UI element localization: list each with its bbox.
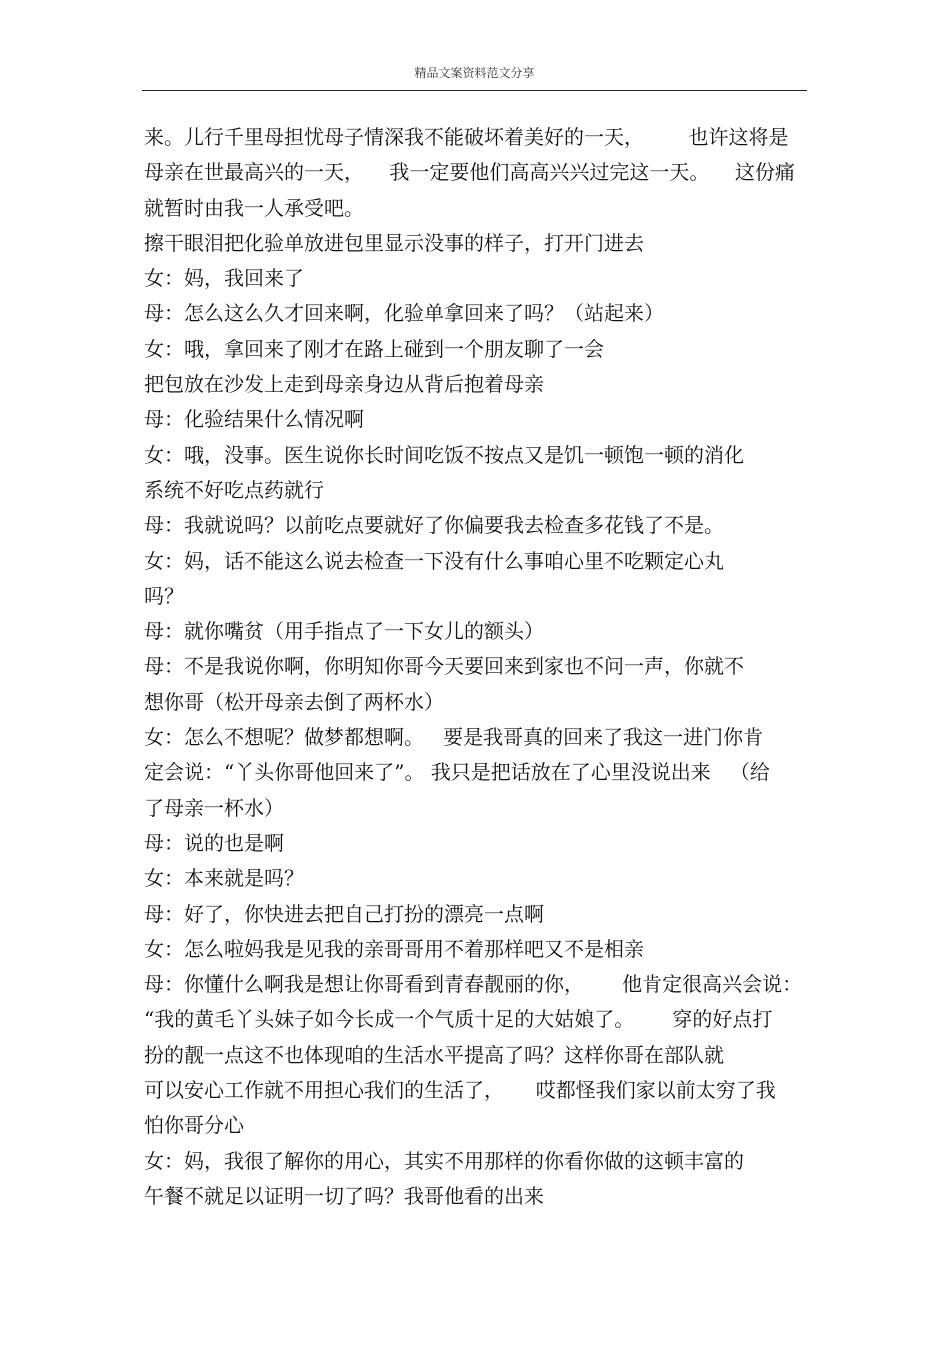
- text-line: 母：我就说吗？以前吃点要就好了你偏要我去检查多花钱了不是。: [144, 513, 724, 538]
- text-line: 定会说：“丫头你哥他回来了”。 我只是把话放在了心里没说出来 （给: [144, 760, 770, 785]
- text-line: 女：本来就是吗？: [144, 866, 304, 891]
- text-line: 母：说的也是啊: [144, 830, 284, 855]
- page-header: 精品文案资料范文分享: [414, 66, 535, 80]
- text-line: 母：好了，你快进去把自己打扮的漂亮一点啊: [144, 901, 544, 926]
- text-line: 可以安心工作就不用担心我们的生活了， 哎都怪我们家以前太穷了我: [144, 1078, 776, 1103]
- text-line: 扮的靓一点这不也体现咱的生活水平提高了吗？这样你哥在部队就: [144, 1042, 724, 1067]
- text-line: 女：哦，没事。医生说你长时间吃饭不按点又是饥一顿饱一顿的消化: [144, 442, 744, 467]
- text-line: 女：怎么不想呢？做梦都想啊。 要是我哥真的回来了我这一进门你肯: [144, 725, 764, 750]
- text-line: 母亲在世最高兴的一天， 我一定要他们高高兴兴过完这一天。 这份痛: [144, 160, 795, 185]
- text-line: 母：就你嘴贫（用手指点了一下女儿的额头）: [144, 619, 544, 644]
- text-line: 午餐不就足以证明一切了吗？我哥他看的出来: [144, 1183, 544, 1208]
- text-line: 来。儿行千里母担忧母子情深我不能破坏着美好的一天， 也许这将是: [144, 125, 789, 149]
- text-line: 女：妈，我很了解你的用心，其实不用那样的你看你做的这顿丰富的: [144, 1148, 744, 1173]
- text-line: 吗？: [144, 583, 184, 608]
- text-line: 女：妈，话不能这么说去检查一下没有什么事咱心里不吃颗定心丸: [144, 548, 724, 573]
- text-line: 母：不是我说你啊，你明知你哥今天要回来到家也不问一声，你就不: [144, 654, 744, 679]
- header-divider: [142, 90, 807, 91]
- text-line: 女：妈，我回来了: [144, 266, 304, 291]
- text-line: 了母亲一杯水）: [144, 795, 284, 820]
- text-line: 想你哥（松开母亲去倒了两杯水）: [144, 689, 444, 714]
- text-line: 母：怎么这么久才回来啊，化验单拿回来了吗？（站起来）: [144, 301, 664, 326]
- text-line: 女：怎么啦妈我是见我的亲哥哥用不着那样吧又不是相亲: [144, 936, 644, 961]
- text-line: 就暂时由我一人承受吧。: [144, 195, 364, 220]
- text-line: 女：哦，拿回来了刚才在路上碰到一个朋友聊了一会: [144, 336, 604, 361]
- text-line: 把包放在沙发上走到母亲身边从背后抱着母亲: [144, 372, 544, 397]
- text-line: 母：你懂什么啊我是想让你哥看到青春靓丽的你， 他肯定很高兴会说：: [144, 972, 803, 997]
- text-line: 母：化验结果什么情况啊: [144, 407, 364, 432]
- text-line: 怕你哥分心: [144, 1113, 244, 1138]
- text-line: 系统不好吃点药就行: [144, 477, 324, 502]
- text-line: 擦干眼泪把化验单放进包里显示没事的样子，打开门进去: [144, 230, 644, 255]
- text-line: “我的黄毛丫头妹子如今长成一个气质十足的大姑娘了。 穿的好点打: [144, 1007, 773, 1032]
- document-body: [144, 120, 806, 1214]
